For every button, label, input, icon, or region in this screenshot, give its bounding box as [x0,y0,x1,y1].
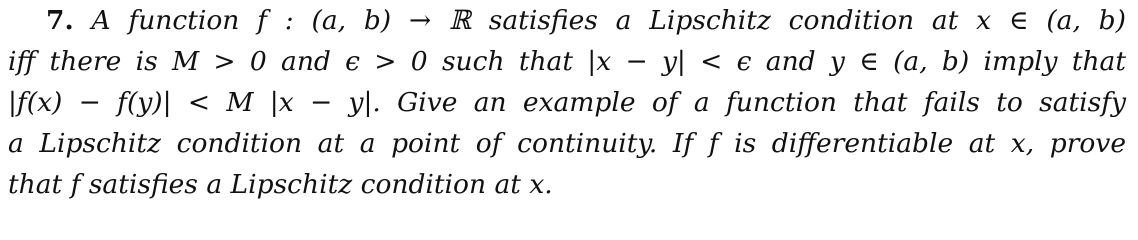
problem-line-3: |f(x) − f(y)| < M |x − y|. Give an example of a function that fails to satisfy [8,87,1126,118]
problem-number: 7. [46,5,74,36]
problem-7-text [8,0,1126,205]
problem-line-1-text: A function f : (a, b) → ℝ satisfies a Lipschitz condition at x ∈ (a, b) [91,5,1126,36]
problem-line-2: iff there is M > 0 and ϵ > 0 such that |x − y| < ϵ and y ∈ (a, b) imply that [8,46,1126,77]
problem-line-5: that f satisfies a Lipschitz condition at x. [8,169,553,200]
problem-line-4: a Lipschitz condition at a point of continuity. If f is differentiable at x, prove [8,128,1126,159]
problem-line-1 [8,0,1126,41]
